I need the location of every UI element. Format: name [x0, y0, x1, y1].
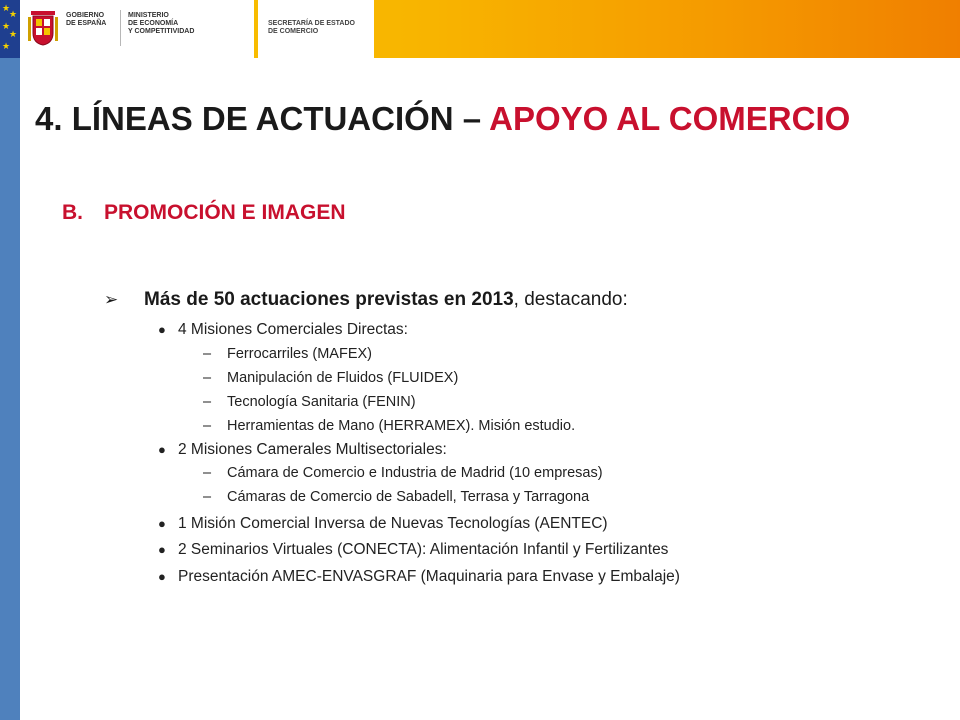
list-item — [158, 515, 608, 533]
list-item-text: 4 Misiones Comerciales Directas: — [178, 321, 408, 338]
list-subitem-text: Ferrocarriles (MAFEX) — [227, 346, 373, 362]
bullet-dot-icon: ● — [158, 322, 166, 337]
header-band — [0, 0, 960, 58]
coat-of-arms-icon — [28, 7, 58, 47]
dash-bullet-icon: – — [203, 394, 212, 410]
list-item-text: 2 Seminarios Virtuales (CONECTA): Alimentación Infantil y Fertilizantes — [178, 541, 669, 558]
list-item-text: 1 Misión Comercial Inversa de Nuevas Tecnologías (AENTEC) — [178, 515, 608, 532]
ministry-label-line: Y COMPETITIVIDAD — [128, 28, 195, 35]
title-prefix: 4. LÍNEAS DE ACTUACIÓN – — [35, 100, 490, 137]
dash-bullet-icon: – — [203, 418, 212, 434]
divider — [120, 10, 121, 46]
section-letter: B. — [62, 201, 83, 224]
list-item — [158, 541, 668, 559]
dash-bullet-icon: – — [203, 489, 212, 505]
list-item-text: 2 Misiones Camerales Multisectoriales: — [178, 441, 447, 458]
bullet-dot-icon: ● — [158, 542, 166, 557]
ministry-label-line: MINISTERIO — [128, 12, 169, 19]
list-subitem-text: Cámara de Comercio e Industria de Madrid (10 empresas) — [227, 465, 603, 481]
dash-bullet-icon: – — [203, 346, 212, 362]
eu-flag-strip — [0, 0, 20, 58]
government-label — [66, 12, 112, 28]
gov-label-line: GOBIERNO — [66, 12, 105, 19]
list-subitem-text: Tecnología Sanitaria (FENIN) — [227, 394, 416, 410]
list-item — [158, 321, 408, 339]
bullet-dot-icon: ● — [158, 569, 166, 584]
list-subitem-text: Manipulación de Fluidos (FLUIDEX) — [227, 370, 459, 386]
dash-bullet-icon: – — [203, 465, 212, 481]
government-logo — [20, 0, 254, 58]
list-subitem-text: Herramientas de Mano (HERRAMEX). Misión estudio. — [227, 418, 576, 434]
bullet-dot-icon: ● — [158, 516, 166, 531]
secretariat-label-line: SECRETARÍA DE ESTADO — [268, 20, 355, 27]
list-subitem — [203, 370, 458, 386]
star-icon: ★ — [9, 9, 18, 19]
list-item — [158, 441, 447, 459]
bullet-dot-icon: ● — [158, 442, 166, 457]
star-icon: ★ — [9, 29, 18, 39]
star-icon: ★ — [2, 41, 11, 51]
secretariat-label — [268, 20, 368, 36]
list-subitem — [203, 489, 589, 505]
section-heading — [62, 201, 346, 225]
ministry-label — [128, 12, 238, 36]
title-highlight: APOYO AL COMERCIO — [489, 100, 851, 137]
list-subitem — [203, 394, 416, 410]
main-point-rest: , destacando: — [513, 289, 628, 310]
ministry-label-line: DE ECONOMÍA — [128, 20, 179, 27]
arrow-bullet-icon: ➢ — [104, 290, 119, 309]
list-subitem-text: Cámaras de Comercio de Sabadell, Terrasa y Tarragona — [227, 489, 590, 505]
gov-label-line: DE ESPAÑA — [66, 20, 107, 27]
star-icon: ★ — [2, 21, 11, 31]
list-subitem — [203, 418, 575, 434]
list-subitem — [203, 465, 603, 481]
list-item — [158, 568, 680, 586]
secretariat-logo — [258, 0, 374, 58]
section-heading-text: PROMOCIÓN E IMAGEN — [104, 201, 346, 224]
slide-title — [35, 100, 850, 138]
star-icon: ★ — [2, 3, 11, 13]
main-bullet-point — [104, 289, 628, 311]
dash-bullet-icon: – — [203, 370, 212, 386]
list-subitem — [203, 346, 372, 362]
secretariat-label-line: DE COMERCIO — [268, 28, 319, 35]
list-item-text: Presentación AMEC-ENVASGRAF (Maquinaria para Envase y Embalaje) — [178, 568, 680, 585]
left-decorative-band — [0, 0, 20, 720]
main-point-bold: Más de 50 actuaciones previstas en 2013 — [144, 289, 514, 310]
